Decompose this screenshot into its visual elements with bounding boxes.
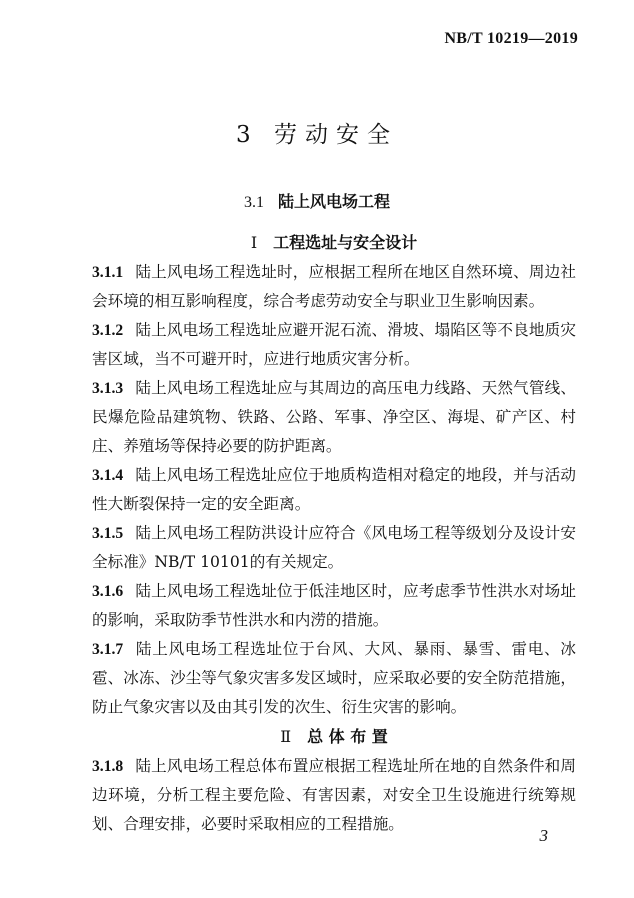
clause-number: 3.1.4 [92, 467, 124, 484]
clause [92, 519, 576, 577]
clause-number: 3.1.6 [92, 583, 124, 600]
subsection-numeral: Ⅰ [250, 235, 258, 252]
clause-text: 陆上风电场工程选址位于低洼地区时，应考虑季节性洪水对场址的影响，采取防季节性洪水和内涝的措施。 [92, 582, 576, 629]
clause [92, 258, 576, 316]
clause [92, 635, 576, 722]
clause-text: 陆上风电场工程防洪设计应符合《风电场工程等级划分及设计安全标准》NB/T 10101的有关规定。 [92, 524, 576, 571]
subsection-title: 工程选址与安全设计 [273, 233, 418, 252]
clause-text: 陆上风电场工程选址位于台风、大风、暴雨、暴雪、雷电、冰雹、冰冻、沙尘等气象灾害多发区域时，应采取必要的安全防范措施，防止气象灾害以及由其引发的次生、衍生灾害的影响。 [92, 640, 576, 716]
subsection-numeral: Ⅱ [280, 729, 292, 746]
clause [92, 316, 576, 374]
clause-number: 3.1.1 [92, 264, 124, 281]
clause-text: 陆上风电场工程选址应避开泥石流、滑坡、塌陷区等不良地质灾害区域，当不可避开时，应进行地质灾害分析。 [92, 321, 576, 368]
clause [92, 752, 576, 839]
section-title: 陆上风电场工程 [277, 192, 390, 211]
clause-number: 3.1.7 [92, 641, 124, 658]
clause-number: 3.1.2 [92, 322, 124, 339]
page-number: 3 [539, 826, 548, 845]
clause [92, 577, 576, 635]
clause-text: 陆上风电场工程选址应与其周边的高压电力线路、天然气管线、民爆危险品建筑物、铁路、公路、军事、净空区、海堤、矿产区、村庄、养殖场等保持必要的防护距离。 [92, 379, 576, 455]
section-number: 3.1 [243, 194, 264, 211]
clause-text: 陆上风电场工程选址应位于地质构造相对稳定的地段，并与活动性大断裂保持一定的安全距离。 [92, 466, 576, 513]
clause-number: 3.1.8 [92, 758, 124, 775]
standard-code: NB/T 10219—2019 [444, 30, 578, 47]
clause-text: 陆上风电场工程总体布置应根据工程选址所在地的自然条件和周边环境，分析工程主要危险、有害因素，对安全卫生设施进行统筹规划、合理安排，必要时采取相应的工程措施。 [92, 757, 576, 833]
clause-text: 陆上风电场工程选址时，应根据工程所在地区自然环境、周边社会环境的相互影响程度，综合考虑劳动安全与职业卫生影响因素。 [92, 263, 576, 310]
section-heading [0, 189, 634, 212]
clause [92, 461, 576, 519]
subsection-heading [92, 722, 576, 752]
clause-number: 3.1.5 [92, 525, 124, 542]
subsection-heading [92, 228, 576, 258]
document-body [92, 228, 576, 839]
clause [92, 374, 576, 461]
clause-number: 3.1.3 [92, 380, 124, 397]
chapter-title: 3 劳动安全 [236, 122, 398, 148]
subsection-title: 总 体 布 置 [307, 727, 388, 746]
